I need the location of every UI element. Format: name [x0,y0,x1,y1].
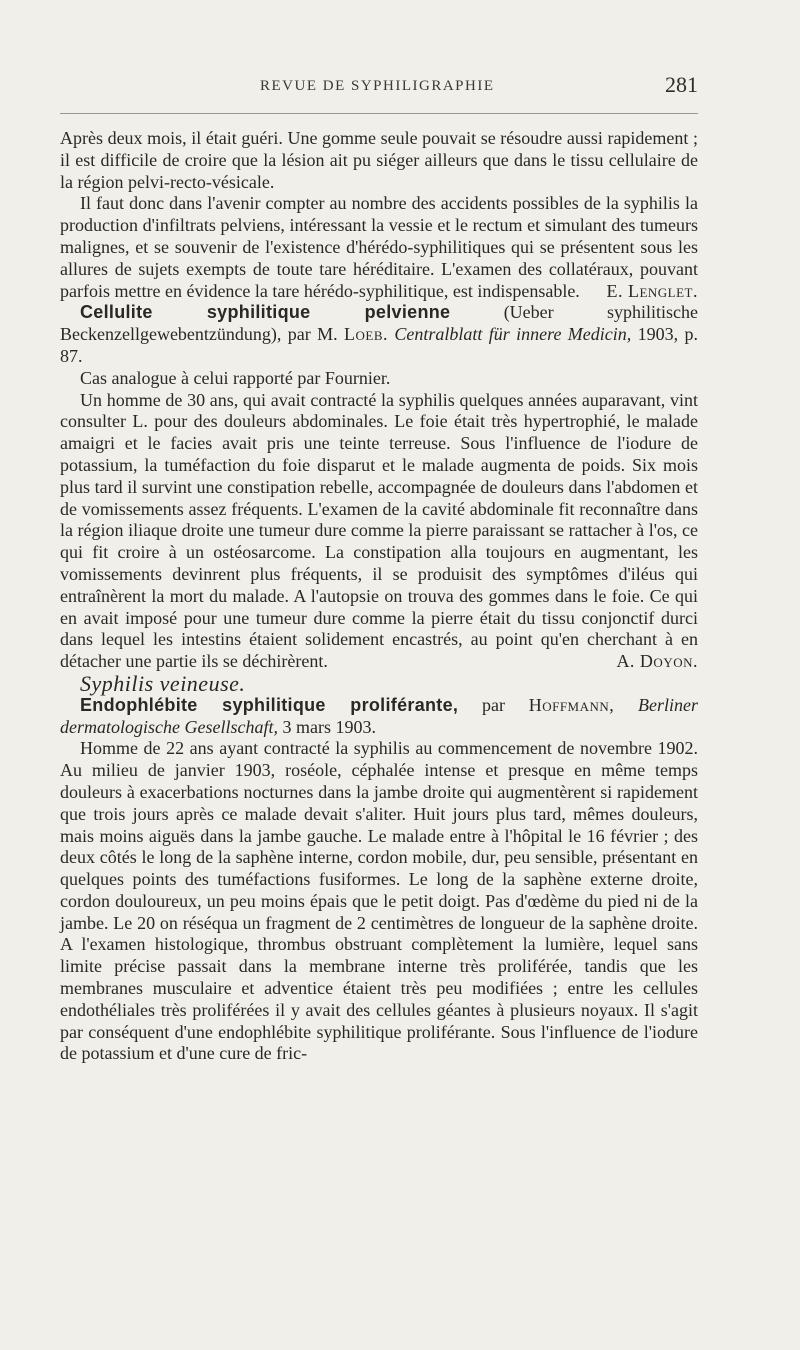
page-number: 281 [665,72,698,97]
article-reference: par [481,694,505,715]
article-title: Endophlébite syphilitique proliférante, [80,694,459,715]
section-heading: Syphilis veineuse. [80,670,246,696]
paragraph-analog: Cas analogue à celui rapporté par Fournier. [80,367,391,388]
paragraph-continuation: Après deux mois, il était guéri. Une gomme seule pouvait se résoudre aussi rapidement ; il est difficile de croire que la lésion ait pu siéger ailleurs que dans le tissu cellulaire de la région pelvi-recto-vésicale. [60,128,698,192]
article-reference: (Ueber syphilitische Beckenzellgewebentzündung), par M. [60,302,698,345]
article-entry-endophlebite [60,695,698,739]
paragraph-conclusion [60,193,698,302]
author-signature: A. Doyon. [616,651,698,672]
page-header [60,72,698,102]
article-title: Cellulite syphilitique pelvienne [80,302,451,323]
page-body [60,128,698,1065]
article-entry-cellulite [60,302,698,367]
article-journal: Berliner dermatologische Gesellschaft, [60,694,699,737]
running-title: REVUE DE SYPHILIGRAPHIE [260,78,495,94]
article-journal: Centralblatt für innere Medicin, [394,324,632,345]
article-author: Loeb. [344,324,388,345]
article-author: Hoffmann, [528,694,615,715]
paragraph-text: Un homme de 30 ans, qui avait contracté la syphilis quelques années auparavant, vint consulter L. pour des douleurs abdominales. Le foie était très hypertrophié, le malade amaigri et le facies avait pris une teinte terreuse. Sous l'influence de l'iodure de potassium, la tuméfaction du foie disparut et le malade augmenta de poids. Six mois plus tard il survint une constipation rebelle, accompagnée de douleurs dans l'abdomen et de vomissements assez fréquents. L'examen de la cavité abdominale fit reconnaître dans la région iliaque droite une tumeur dure comme la pierre paraissant se rattacher à l'os, ce qui fit croire à un ostéosarcome. La constipation alla toujours en augmentant, les vomissements devinrent plus fréquents, il se produisit des symptômes d'iléus qui entraînèrent la mort du malade. A l'autopsie on trouva des gommes dans le foie. Ce qui en avait imposé pour une tumeur dure comme la pierre était du tissu conjonctif durci dans lequel les intestins étaient solidement encastrés, au point qu'en cherchant à en détacher une partie ils se déchirèrent. [60,389,698,672]
author-signature: E. Lenglet. [606,280,698,301]
paragraph-case-report [60,390,698,673]
article-date: 1903, p. 87. [60,324,699,366]
paragraph-case-report: Homme de 22 ans ayant contracté la syphilis au commencement de novembre 1902. Au milieu de janvier 1903, roséole, céphalée intense et presque en même temps douleurs à exacerbations nocturnes dans la jambe droite qui augmentèrent si rapidement que trois jours après ce malade devait s'aliter. Huit jours plus tard, mêmes douleurs, mais moins aiguës dans la jambe gauche. Le malade entre à l'hôpital le 16 février ; des deux côtés le long de la saphène interne, cordon mobile, dur, peu sensible, présentant en quelques points des tuméfactions fusiformes. Le long de la saphène externe droite, cordon douloureux, un peu moins épais que le petit doigt. Pas d'œdème du pied ni de la jambe. Le 20 on réséqua un fragment de 2 centimètres de longueur de la saphène droite. A l'examen histologique, thrombus obstruant complètement la lumière, lequel sans limite précise passait dans la membrane interne très proliférée, tandis que les membranes musculaire et adventice étaient très peu modifiées ; entre les cellules endothéliales très proliférées il y avait des cellules géantes à plusieurs noyaux. Il s'agit par conséquent d'une endophlébite syphilitique proliférante. Sous l'influence de l'iodure de potassium et d'une cure de fric- [60,738,698,1064]
article-date: 3 mars 1903. [282,716,376,737]
paragraph-text: Il faut donc dans l'avenir compter au nombre des accidents possibles de la syphilis la production d'infiltrats pelviens, intéressant la vessie et le rectum et simulant des tumeurs malignes, et se souvenir de l'existence d'hérédo-syphilitiques qui se présentent sous les allures de sujets exempts de toute tare héréditaire. L'examen des collatéraux, pouvant parfois mettre en évidence la tare hérédo-syphilitique, est indispensable. [60,193,698,301]
header-rule [60,113,698,114]
